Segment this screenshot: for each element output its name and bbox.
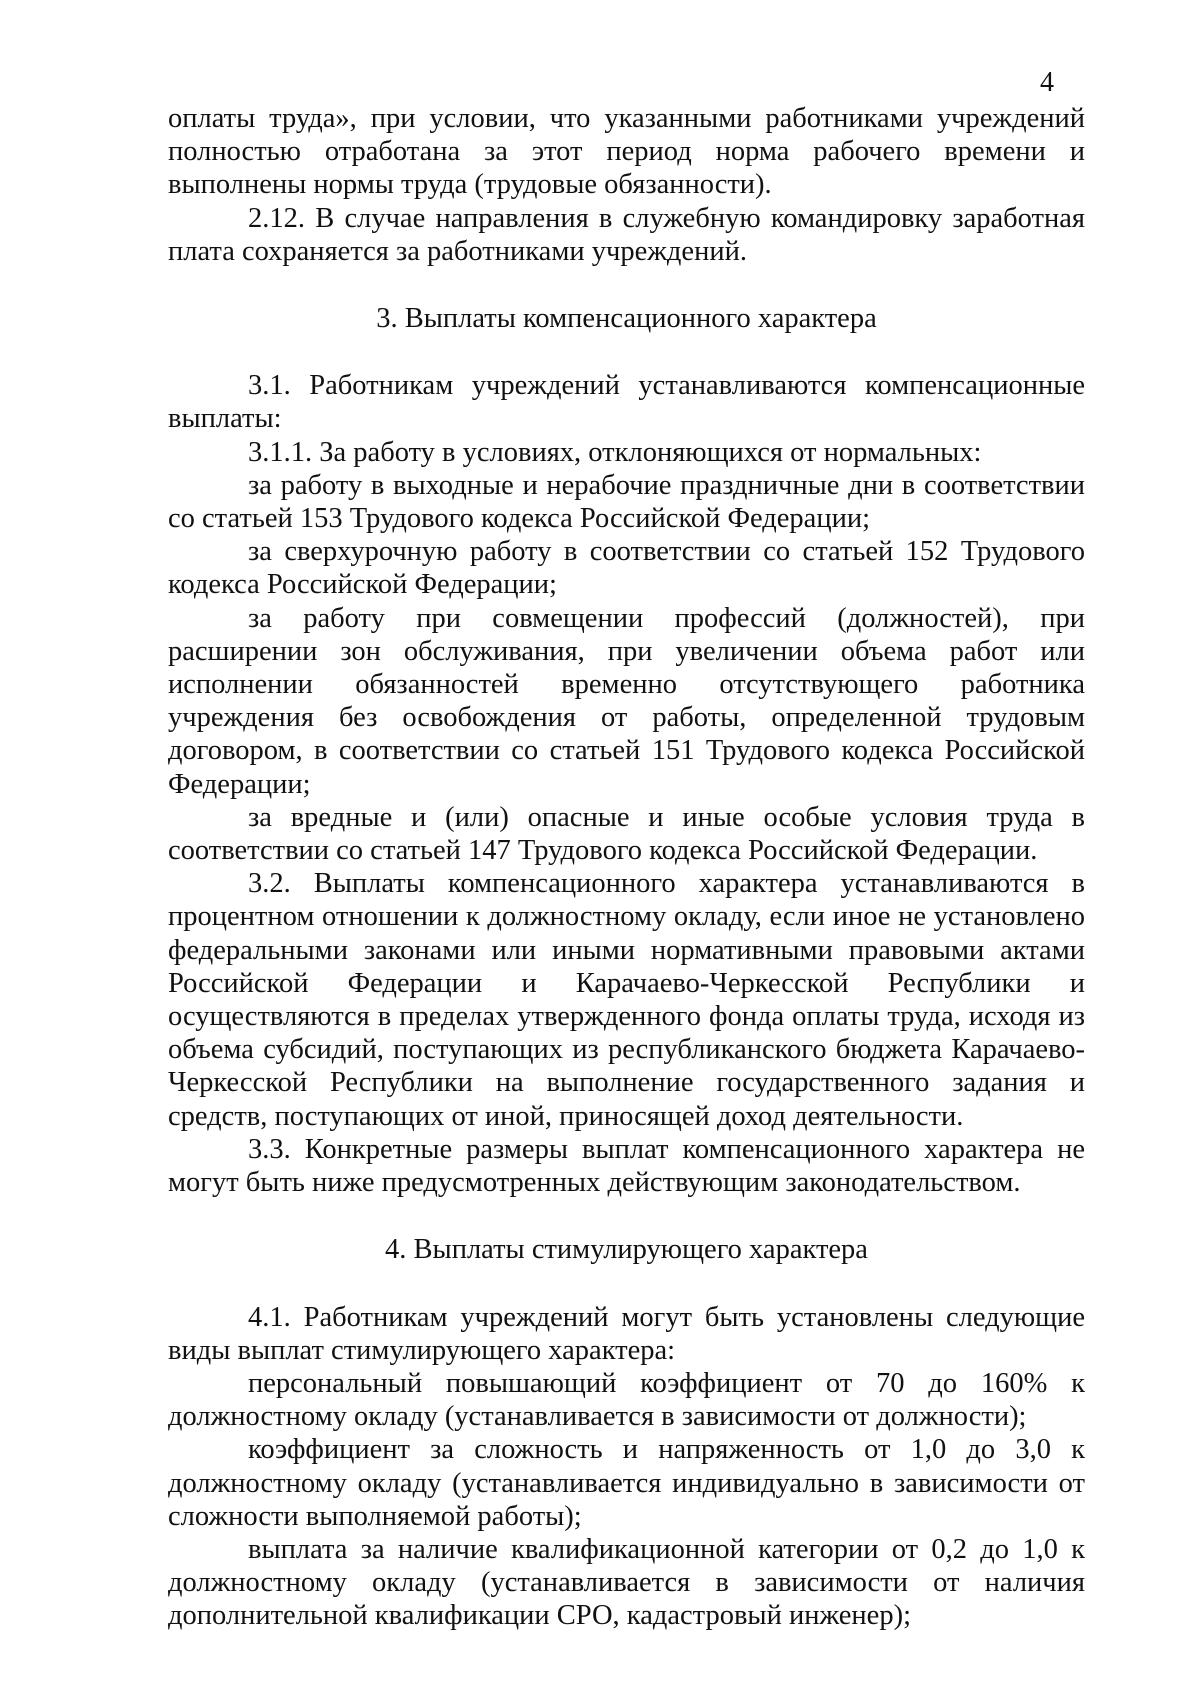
section-heading-3: 3. Выплаты компенсационного характера <box>376 303 877 335</box>
paragraph-continuation: оплаты труда», при условии, что указанными работниками учреждений полностью отработана за этот период норма рабочего времени и выполнены нормы труда (трудовые обязанности). <box>168 103 1085 201</box>
list-item-combination: за работу при совмещении профессий (должностей), при расширении зон обслуживания, при увеличении объема работ или исполнении обязанностей временно отсутствующего работника учреждения без освобождения от работы, определенной трудовым договором, в соответствии со статьей 151 Трудового кодекса Российской Федерации; <box>168 602 1085 800</box>
list-item-overtime: за сверхурочную работу в соответствии со статьей 152 Трудового кодекса Российской Федерации; <box>168 536 1085 601</box>
document-body <box>168 102 1085 1633</box>
list-item-hazardous: за вредные и (или) опасные и иные особые условия труда в соответствии со статьей 147 Трудового кодекса Российской Федерации. <box>168 801 1085 867</box>
paragraph-3-3: 3.3. Конкретные размеры выплат компенсационного характера не могут быть ниже предусмотренных действующим законодательством. <box>168 1133 1085 1199</box>
page-number: 4 <box>1040 67 1054 98</box>
list-item-personal-coefficient: персональный повышающий коэффициент от 70 до 160% к должностному окладу (устанавливается в зависимости от должности); <box>168 1367 1085 1433</box>
paragraph-3-1: 3.1. Работникам учреждений устанавливаются компенсационные выплаты: <box>168 370 1085 435</box>
paragraph-3-1-1: 3.1.1. За работу в условиях, отклоняющихся от нормальных: <box>248 436 982 468</box>
section-heading-4: 4. Выплаты стимулирующего характера <box>385 1234 868 1266</box>
list-item-qualification-payment: выплата за наличие квалификационной категории от 0,2 до 1,0 к должностному окладу (устанавливается в зависимости от наличия дополнительной квалификации СРО, кадастровый инженер); <box>168 1533 1085 1632</box>
list-item-holidays: за работу в выходные и нерабочие праздничные дни в соответствии со статьей 153 Трудового кодекса Российской Федерации; <box>168 469 1085 535</box>
list-item-complexity-coefficient: коэффициент за сложность и напряженность от 1,0 до 3,0 к должностному окладу (устанавливается индивидуально в зависимости от сложности выполняемой работы); <box>168 1434 1085 1532</box>
paragraph-4-1: 4.1. Работникам учреждений могут быть установлены следующие виды выплат стимулирующего характера: <box>168 1301 1085 1366</box>
paragraph-2-12: 2.12. В случае направления в служебную командировку заработная плата сохраняется за работниками учреждений. <box>168 202 1085 267</box>
paragraph-3-2: 3.2. Выплаты компенсационного характера устанавливаются в процентном отношении к должностному окладу, если иное не установлено федеральными законами или иными нормативными правовыми актами Российской Федерации и Карачаево-Черкесской Республики и осуществляются в пределах утвержденного фонда оплаты труда, исходя из объема субсидий, поступающих из республиканского бюджета Карачаево-Черкесской Республики на выполнение государственного задания и средств, поступающих от иной, приносящей доход деятельности. <box>168 868 1085 1132</box>
